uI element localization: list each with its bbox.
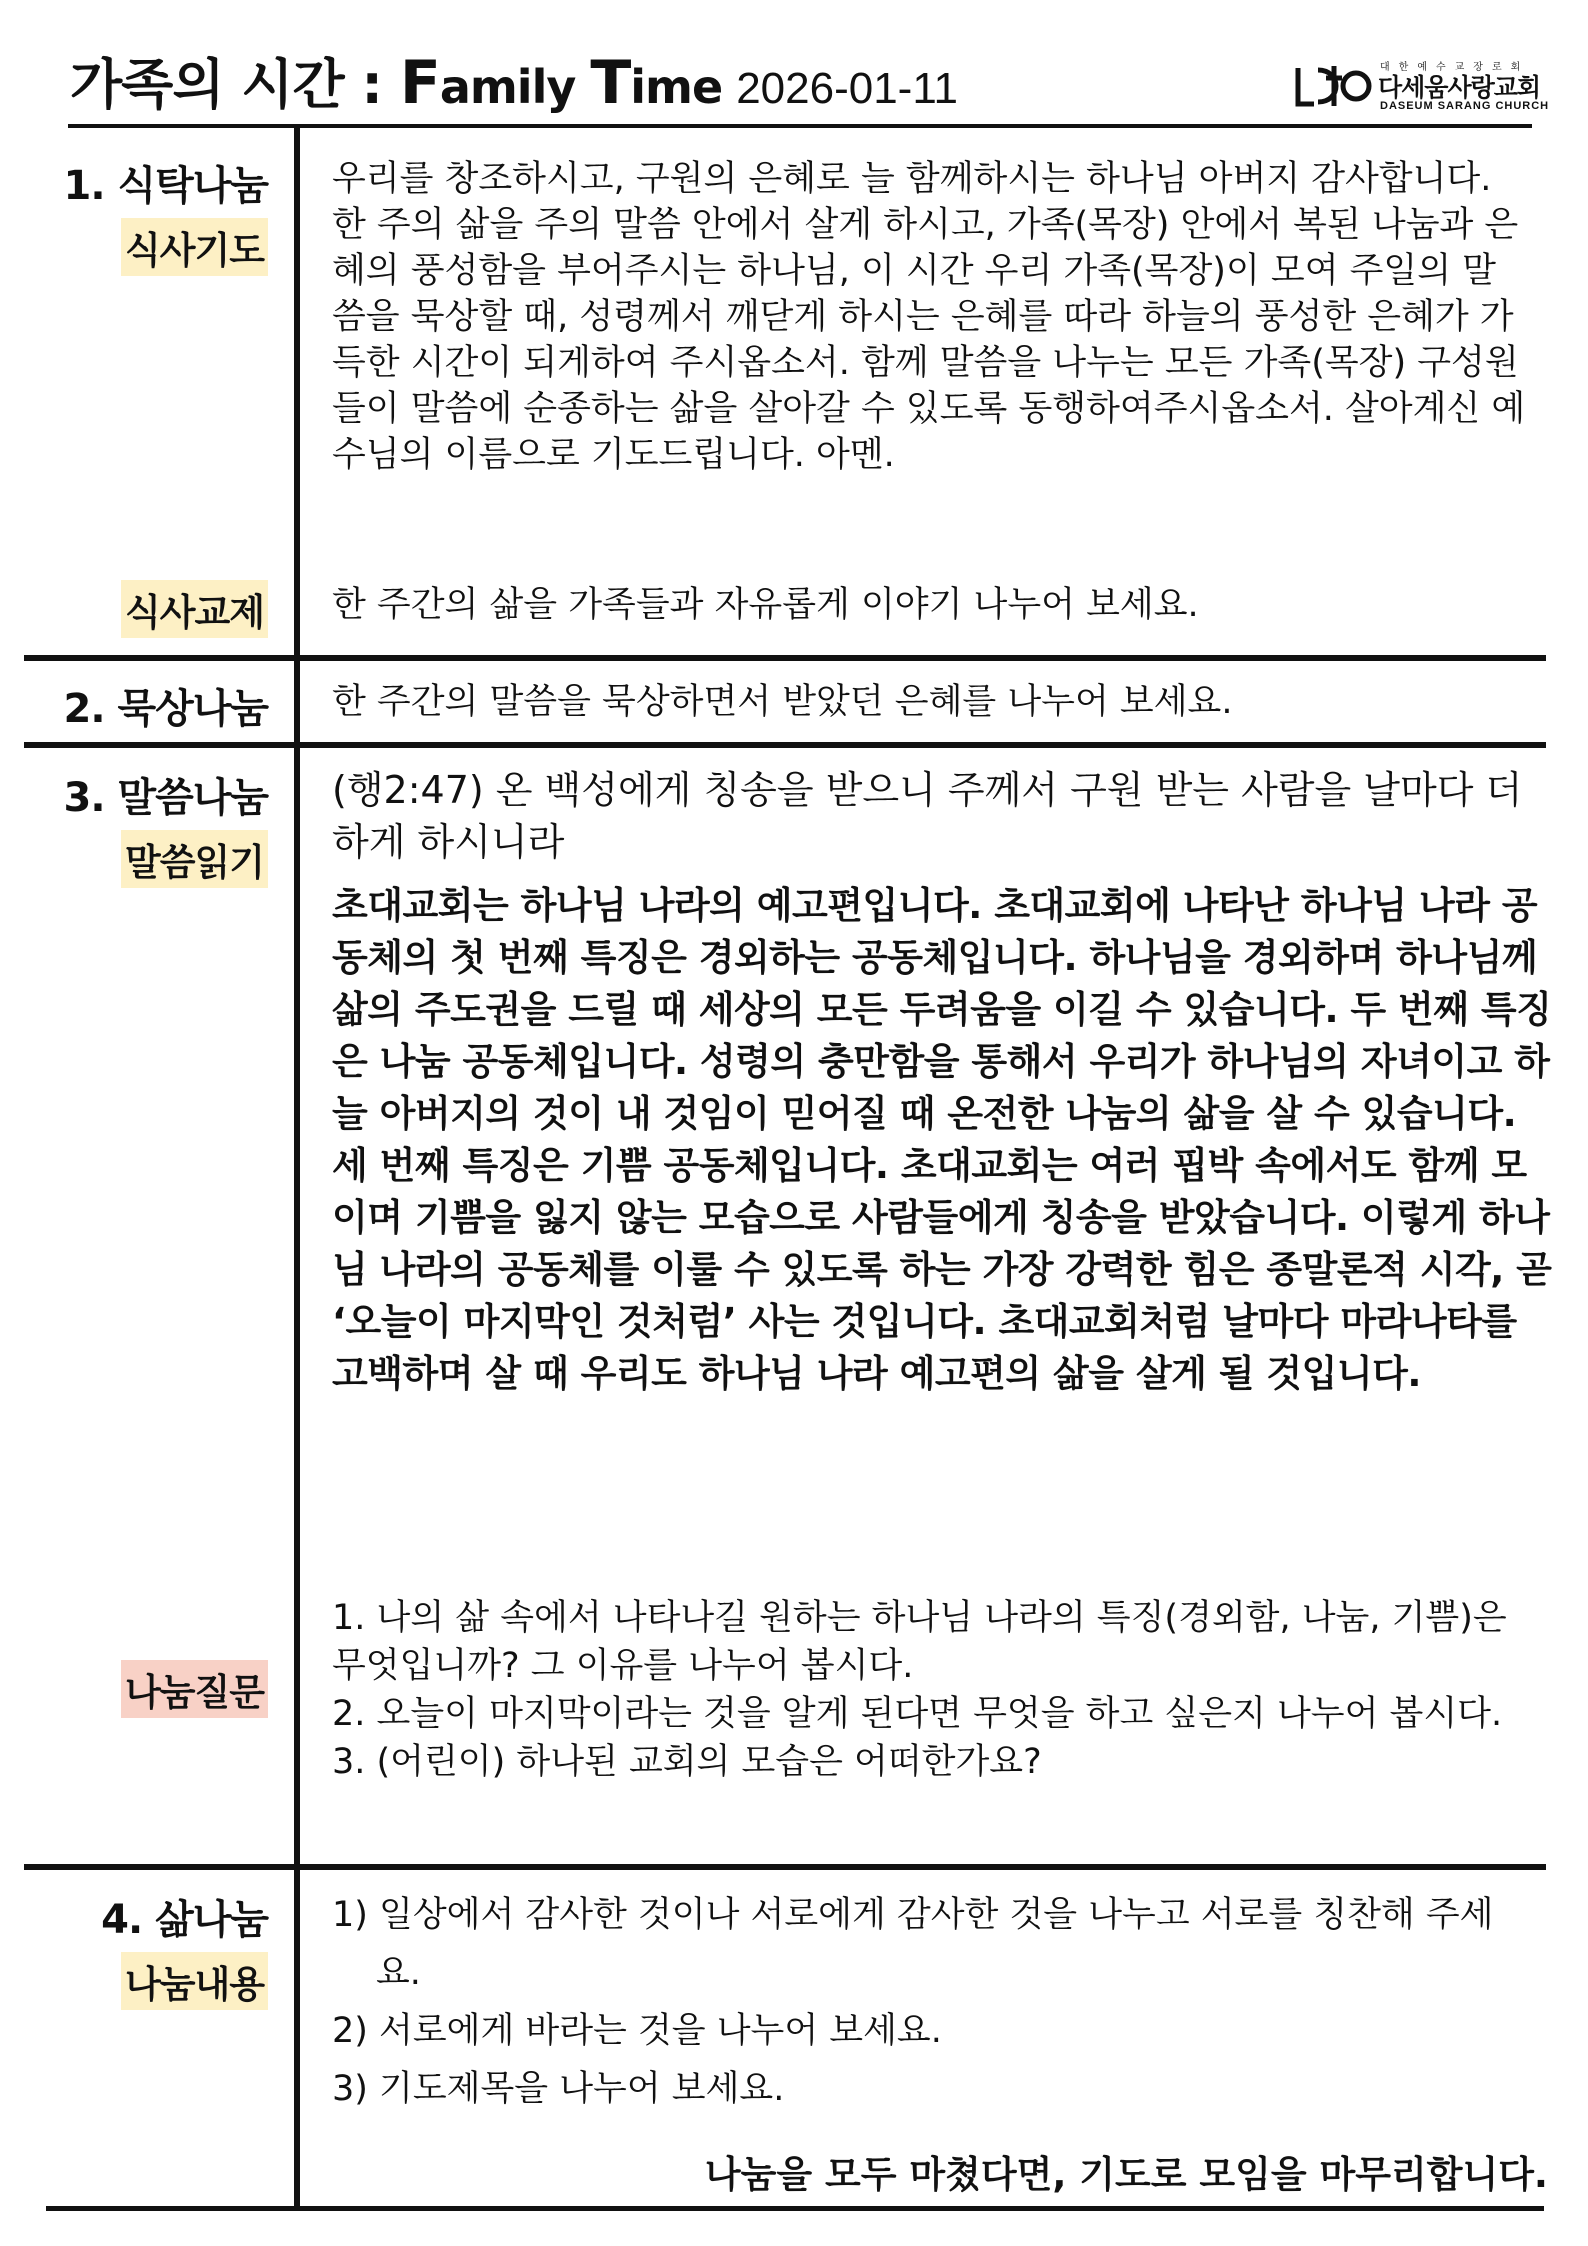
logo-church-name: 다세움사랑교회 bbox=[1378, 73, 1541, 102]
life-sharing-item: 1) 일상에서 감사한 것이나 서로에게 감사한 것을 나누고 서로를 칭찬해 주세요. bbox=[332, 1895, 1494, 1993]
title-english-f: F bbox=[399, 48, 440, 118]
page-title bbox=[70, 42, 958, 119]
section3-label: 3. 말씀나눔 bbox=[63, 775, 268, 821]
bottom-divider bbox=[46, 2206, 1544, 2211]
sharing-question: 2. 오늘이 마지막이라는 것을 알게 된다면 무엇을 하고 싶은지 나누어 봅시다. bbox=[332, 1694, 1503, 1734]
life-sharing-item: 2) 서로에게 바라는 것을 나누어 보세요. bbox=[332, 2011, 942, 2051]
meal-prayer-text: 우리를 창조하시고, 구원의 은혜로 늘 함께하시는 하나님 아버지 감사합니다. 한 주의 삶을 주의 말씀 안에서 살게 하시고, 가족(목장) 안에서 복된 나눔과 은혜의 풍성함을 부어주시는 하나님, 이 시간 우리 가족(목장)이 모여 주일의 말씀을 묵상할 때, 성령께서 깨닫게 하시는 은혜를 따라 하늘의 풍성한 은혜가 가득한 시간이 되게하여 주시옵소서. 함께 말씀을 나누는 모든 가족(목장) 구성원들이 말씀에 순종하는 삶을 살아갈 수 있도록 동행하여주시옵소서. 살아계신 예수님의 이름으로 기도드립니다. 아멘. bbox=[332, 159, 1526, 475]
tag-meal-prayer: 식사기도 bbox=[121, 218, 268, 276]
title-korean: 가족의 시간 : bbox=[70, 53, 400, 116]
meal-fellowship-text: 한 주간의 삶을 가족들과 자유롭게 이야기 나누어 보세요. bbox=[332, 585, 1199, 625]
meditation-text: 한 주간의 말씀을 묵상하면서 받았던 은혜를 나누어 보세요. bbox=[332, 682, 1233, 722]
sermon-summary: 초대교회는 하나님 나라의 예고편입니다. 초대교회에 나타난 하나님 나라 공동체의 첫 번째 특징은 경외하는 공동체입니다. 하나님을 경외하며 하나님께 삶의 주도권을 드릴 때 세상의 모든 두려움을 이길 수 있습니다. 두 번째 특징은 나눔 공동체입니다. 성령의 충만함을 통해서 우리가 하나님의 자녀이고 하늘 아버지의 것이 내 것임이 믿어질 때 온전한 나눔의 삶을 살 수 있습니다. 세 번째 특징은 기쁨 공동체입니다. 초대교회는 여러 핍박 속에서도 함께 모이며 기쁨을 잃지 않는 모습으로 사람들에게 칭송을 받았습니다. 이렇게 하나님 나라의 공동체를 이룰 수 있도록 하는 가장 강력한 힘은 종말론적 시각, 곧 ‘오늘이 마지막인 것처럼’ 사는 것입니다. 초대교회처럼 날마다 마라나타를 고백하며 살 때 우리도 하나님 나라 예고편의 삶을 살게 될 것입니다. bbox=[332, 884, 1552, 1395]
closing-instruction: 나눔을 모두 마쳤다면, 기도로 모임을 마무리합니다. bbox=[704, 2153, 1548, 2196]
logo-denomination: 대한예수교장로회 bbox=[1380, 62, 1530, 73]
page-header bbox=[70, 40, 1550, 122]
title-english-t: T bbox=[590, 48, 631, 118]
title-english-amily: amily bbox=[439, 60, 591, 114]
section2-divider bbox=[24, 742, 1546, 748]
sharing-question-list bbox=[332, 1594, 1528, 1786]
tag-sharing-content: 나눔내용 bbox=[121, 1952, 268, 2010]
title-date: 2026-01-11 bbox=[736, 64, 958, 113]
header-divider bbox=[68, 124, 1532, 128]
life-sharing-item: 3) 기도제목을 나누어 보세요. bbox=[332, 2069, 785, 2109]
church-logo bbox=[1294, 58, 1550, 116]
section2-label: 2. 묵상나눔 bbox=[63, 686, 268, 732]
section4-label: 4. 삶나눔 bbox=[101, 1897, 268, 1943]
logo-church-name-english: DASEUM SARANG CHURCH bbox=[1380, 100, 1550, 112]
tag-meal-fellowship: 식사교제 bbox=[121, 580, 268, 638]
church-logo-icon bbox=[1294, 62, 1372, 108]
sharing-question: 1. 나의 삶 속에서 나타나길 원하는 하나님 나라의 특징(경외함, 나눔, 기쁨)은 무엇입니까? 그 이유를 나누어 봅시다. bbox=[332, 1598, 1507, 1686]
sharing-question: 3. (어린이) 하나된 교회의 모습은 어떠한가요? bbox=[332, 1742, 1042, 1782]
tag-scripture-reading: 말씀읽기 bbox=[121, 830, 268, 888]
section3-divider bbox=[24, 1864, 1546, 1870]
tag-sharing-questions: 나눔질문 bbox=[121, 1660, 268, 1718]
life-sharing-list bbox=[332, 1886, 1532, 2118]
section1-divider bbox=[24, 655, 1546, 661]
scripture-verse: (행2:47) 온 백성에게 칭송을 받으니 주께서 구원 받는 사람을 날마다 더하게 하시니라 bbox=[332, 768, 1523, 864]
column-divider bbox=[294, 127, 300, 2211]
section1-label: 1. 식탁나눔 bbox=[63, 163, 268, 209]
title-english-ime: ime bbox=[630, 60, 723, 114]
